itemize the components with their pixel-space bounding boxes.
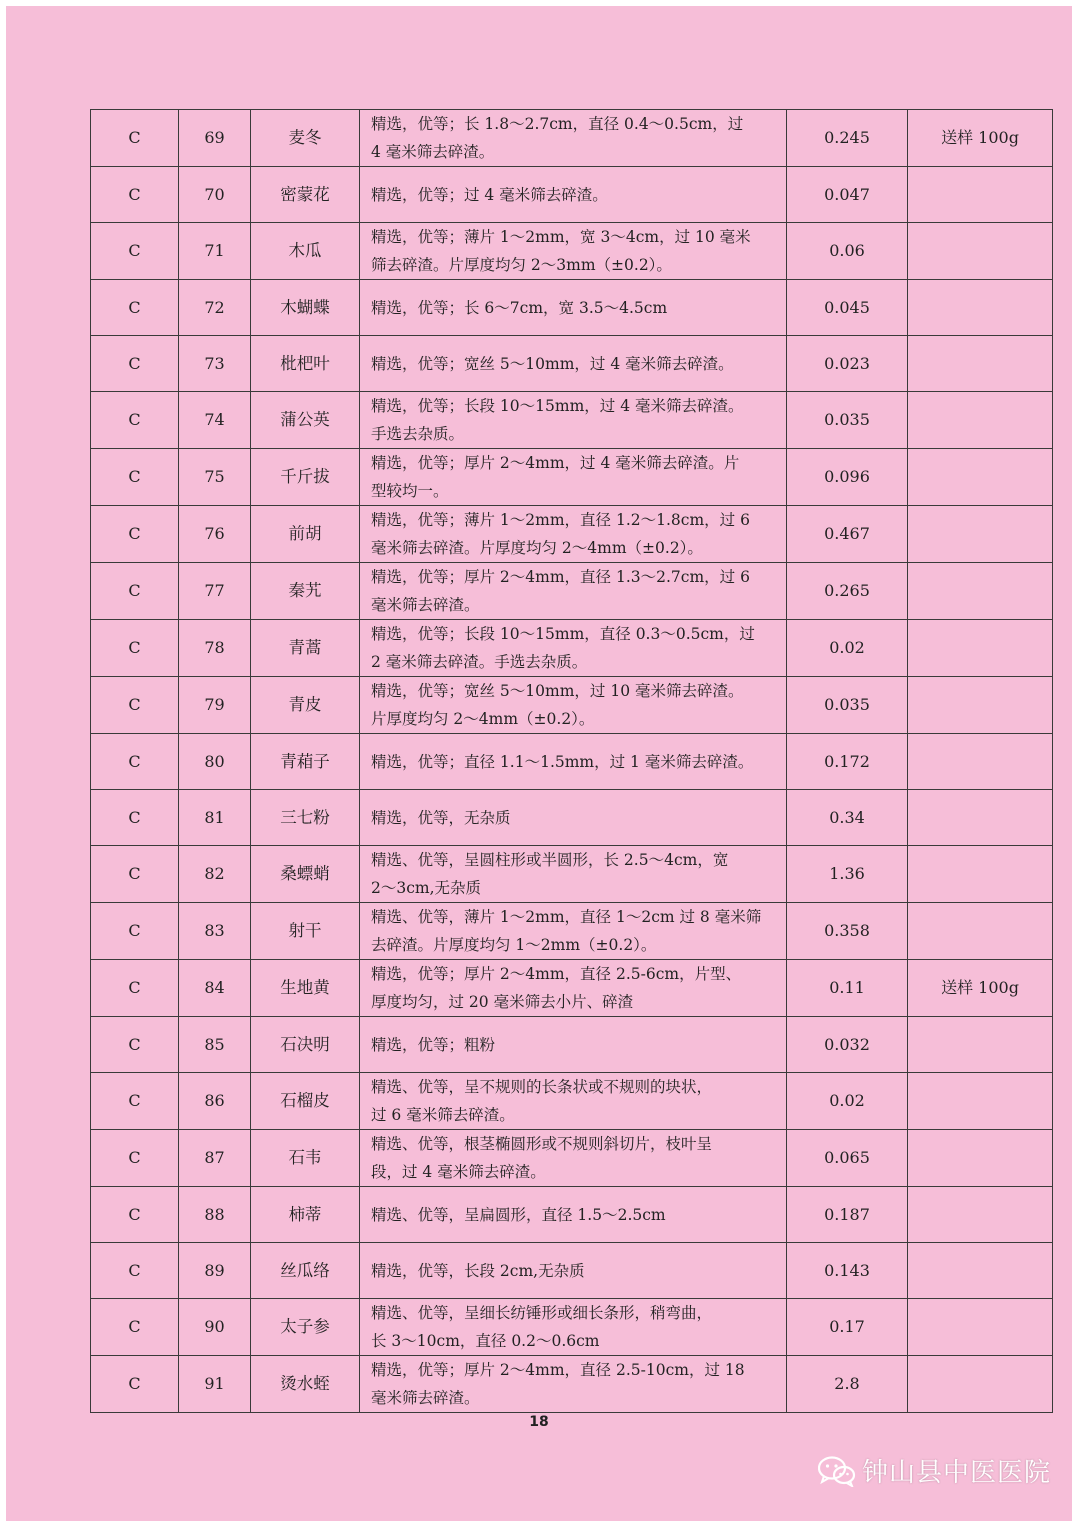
- herb-name-cell: 木蝴蝶: [251, 280, 360, 336]
- specification-line: 精选，优等；厚片 2～4mm，直径 1.3～2.7cm，过 6: [371, 568, 750, 586]
- category-cell: C: [91, 223, 179, 280]
- category-cell: C: [91, 734, 179, 790]
- specification-line: 长 3～10cm，直径 0.2～0.6cm: [371, 1332, 600, 1350]
- category-cell: C: [91, 620, 179, 677]
- specification-line: 精选，优等，长段 2cm,无杂质: [371, 1261, 585, 1280]
- table-row: [91, 1187, 1053, 1243]
- category-cell: C: [91, 1243, 179, 1299]
- specification-line: 2 毫米筛去碎渣。手选去杂质。: [371, 653, 588, 671]
- category-cell: C: [91, 392, 179, 449]
- category-cell: C: [91, 280, 179, 336]
- specification-line: 精选、优等，呈细长纺锤形或细长条形，稍弯曲，: [371, 1304, 713, 1322]
- price-cell: 0.172: [787, 734, 908, 790]
- specification-line: 毫米筛去碎渣。片厚度均匀 2～4mm（±0.2）。: [371, 539, 703, 557]
- page-number: 18: [529, 1414, 549, 1430]
- herb-name-cell: 木瓜: [251, 223, 360, 280]
- note-cell: 送样 100g: [908, 110, 1053, 167]
- price-cell: 0.047: [787, 167, 908, 223]
- note-cell: [908, 223, 1053, 280]
- specification-line: 4 毫米筛去碎渣。: [371, 143, 495, 161]
- price-cell: 0.467: [787, 506, 908, 563]
- note-cell: [908, 392, 1053, 449]
- price-cell: 0.035: [787, 677, 908, 734]
- serial-number-cell: 85: [179, 1017, 251, 1073]
- category-cell: C: [91, 336, 179, 392]
- serial-number-cell: 76: [179, 506, 251, 563]
- specification-cell: [360, 1356, 787, 1413]
- note-cell: [908, 336, 1053, 392]
- specification-line: 精选，优等；过 4 毫米筛去碎渣。: [371, 185, 608, 204]
- specification-line: 精选、优等，薄片 1～2mm，直径 1～2cm 过 8 毫米筛: [371, 908, 762, 926]
- category-cell: C: [91, 1187, 179, 1243]
- herb-name-cell: 丝瓜络: [251, 1243, 360, 1299]
- herb-name-cell: 柿蒂: [251, 1187, 360, 1243]
- price-cell: 0.34: [787, 790, 908, 846]
- table-row: [91, 336, 1053, 392]
- table-row: [91, 1299, 1053, 1356]
- category-cell: C: [91, 903, 179, 960]
- note-cell: [908, 790, 1053, 846]
- specification-cell: [360, 1187, 787, 1243]
- specification-line: 精选，优等；长 6～7cm，宽 3.5～4.5cm: [371, 298, 668, 317]
- specification-line: 精选，优等；宽丝 5～10mm，过 4 毫米筛去碎渣。: [371, 354, 734, 373]
- category-cell: C: [91, 960, 179, 1017]
- note-cell: [908, 734, 1053, 790]
- specification-line: 毫米筛去碎渣。: [371, 596, 480, 614]
- specification-line: 手选去杂质。: [371, 425, 465, 443]
- table-row: [91, 960, 1053, 1017]
- herb-name-cell: 青葙子: [251, 734, 360, 790]
- serial-number-cell: 72: [179, 280, 251, 336]
- table-row: [91, 1130, 1053, 1187]
- specification-cell: [360, 903, 787, 960]
- serial-number-cell: 75: [179, 449, 251, 506]
- note-cell: [908, 1073, 1053, 1130]
- table-row: [91, 1073, 1053, 1130]
- category-cell: C: [91, 1017, 179, 1073]
- table-row: [91, 790, 1053, 846]
- specification-line: 精选，优等；长段 10～15mm，直径 0.3～0.5cm，过: [371, 625, 755, 643]
- serial-number-cell: 74: [179, 392, 251, 449]
- specification-cell: [360, 223, 787, 280]
- herb-name-cell: 太子参: [251, 1299, 360, 1356]
- herb-name-cell: 石决明: [251, 1017, 360, 1073]
- table-row: [91, 846, 1053, 903]
- specification-cell: [360, 449, 787, 506]
- note-cell: [908, 506, 1053, 563]
- note-cell: [908, 677, 1053, 734]
- specification-line: 精选、优等，呈圆柱形或半圆形，长 2.5～4cm，宽: [371, 851, 729, 869]
- document-page: [6, 6, 1072, 1521]
- serial-number-cell: 77: [179, 563, 251, 620]
- specification-line: 去碎渣。片厚度均匀 1～2mm（±0.2）。: [371, 936, 657, 954]
- serial-number-cell: 89: [179, 1243, 251, 1299]
- note-cell: [908, 1187, 1053, 1243]
- category-cell: C: [91, 110, 179, 167]
- specification-line: 精选，优等；长段 10～15mm，过 4 毫米筛去碎渣。: [371, 397, 744, 415]
- herb-name-cell: 桑螵蛸: [251, 846, 360, 903]
- specification-cell: [360, 280, 787, 336]
- note-cell: [908, 620, 1053, 677]
- specification-line: 精选，优等；厚片 2～4mm，过 4 毫米筛去碎渣。片: [371, 454, 740, 472]
- herb-name-cell: 石榴皮: [251, 1073, 360, 1130]
- table-row: [91, 506, 1053, 563]
- note-cell: [908, 1243, 1053, 1299]
- herb-name-cell: 枇杷叶: [251, 336, 360, 392]
- herb-name-cell: 青蒿: [251, 620, 360, 677]
- herb-name-cell: 密蒙花: [251, 167, 360, 223]
- herb-name-cell: 蒲公英: [251, 392, 360, 449]
- specification-line: 毫米筛去碎渣。: [371, 1389, 480, 1407]
- table-row: [91, 677, 1053, 734]
- herb-name-cell: 烫水蛭: [251, 1356, 360, 1413]
- serial-number-cell: 80: [179, 734, 251, 790]
- serial-number-cell: 69: [179, 110, 251, 167]
- watermark-text: 钟山县中医医院: [862, 1458, 1052, 1488]
- category-cell: C: [91, 1073, 179, 1130]
- herb-name-cell: 秦艽: [251, 563, 360, 620]
- price-cell: 0.035: [787, 392, 908, 449]
- specification-cell: [360, 167, 787, 223]
- category-cell: C: [91, 167, 179, 223]
- price-cell: 2.8: [787, 1356, 908, 1413]
- note-cell: [908, 1130, 1053, 1187]
- specification-line: 厚度均匀，过 20 毫米筛去小片、碎渣: [371, 993, 634, 1011]
- note-cell: [908, 903, 1053, 960]
- specification-line: 筛去碎渣。片厚度均匀 2～3mm（±0.2）。: [371, 256, 672, 274]
- specification-line: 精选，优等；直径 1.1～1.5mm，过 1 毫米筛去碎渣。: [371, 752, 754, 771]
- specification-cell: [360, 734, 787, 790]
- price-cell: 0.265: [787, 563, 908, 620]
- specification-cell: [360, 846, 787, 903]
- specification-line: 精选，优等；长 1.8～2.7cm，直径 0.4～0.5cm，过: [371, 115, 744, 133]
- note-cell: [908, 1356, 1053, 1413]
- price-cell: 0.023: [787, 336, 908, 392]
- herb-name-cell: 射干: [251, 903, 360, 960]
- table-row: [91, 1017, 1053, 1073]
- category-cell: C: [91, 790, 179, 846]
- price-cell: 0.06: [787, 223, 908, 280]
- specification-line: 精选、优等，呈不规则的长条状或不规则的块状，: [371, 1078, 713, 1096]
- note-cell: [908, 563, 1053, 620]
- price-cell: 0.245: [787, 110, 908, 167]
- note-cell: [908, 449, 1053, 506]
- price-cell: 0.11: [787, 960, 908, 1017]
- specification-cell: [360, 620, 787, 677]
- specification-cell: [360, 790, 787, 846]
- serial-number-cell: 81: [179, 790, 251, 846]
- specification-line: 精选，优等，无杂质: [371, 808, 511, 827]
- table-row: [91, 392, 1053, 449]
- specification-cell: [360, 110, 787, 167]
- serial-number-cell: 91: [179, 1356, 251, 1413]
- table-row: [91, 1243, 1053, 1299]
- specification-line: 精选，优等；薄片 1～2mm，宽 3～4cm，过 10 毫米: [371, 228, 751, 246]
- herb-name-cell: 前胡: [251, 506, 360, 563]
- specification-line: 精选，优等；薄片 1～2mm，直径 1.2～1.8cm，过 6: [371, 511, 750, 529]
- watermark: [818, 1452, 1051, 1489]
- table-row: [91, 280, 1053, 336]
- specification-cell: [360, 1017, 787, 1073]
- category-cell: C: [91, 563, 179, 620]
- price-cell: 0.02: [787, 620, 908, 677]
- category-cell: C: [91, 1299, 179, 1356]
- specification-cell: [360, 336, 787, 392]
- specification-cell: [360, 392, 787, 449]
- wechat-icon: [818, 1455, 856, 1487]
- specification-line: 型较均一。: [371, 482, 449, 500]
- note-cell: [908, 1017, 1053, 1073]
- note-cell: 送样 100g: [908, 960, 1053, 1017]
- specification-cell: [360, 506, 787, 563]
- table-row: [91, 110, 1053, 167]
- note-cell: [908, 1299, 1053, 1356]
- price-cell: 0.187: [787, 1187, 908, 1243]
- category-cell: C: [91, 1130, 179, 1187]
- specification-line: 精选，优等；厚片 2～4mm，直径 2.5-6cm，片型、: [371, 965, 742, 983]
- serial-number-cell: 71: [179, 223, 251, 280]
- herb-name-cell: 麦冬: [251, 110, 360, 167]
- specification-cell: [360, 1130, 787, 1187]
- category-cell: C: [91, 677, 179, 734]
- specification-line: 片厚度均匀 2～4mm（±0.2）。: [371, 710, 595, 728]
- herb-name-cell: 石韦: [251, 1130, 360, 1187]
- specification-line: 过 6 毫米筛去碎渣。: [371, 1106, 515, 1124]
- serial-number-cell: 87: [179, 1130, 251, 1187]
- herb-spec-table: [90, 109, 1053, 1413]
- herb-name-cell: 生地黄: [251, 960, 360, 1017]
- serial-number-cell: 73: [179, 336, 251, 392]
- table-row: [91, 903, 1053, 960]
- price-cell: 0.143: [787, 1243, 908, 1299]
- serial-number-cell: 84: [179, 960, 251, 1017]
- note-cell: [908, 167, 1053, 223]
- herb-name-cell: 三七粉: [251, 790, 360, 846]
- note-cell: [908, 280, 1053, 336]
- category-cell: C: [91, 449, 179, 506]
- specification-line: 精选、优等，呈扁圆形，直径 1.5～2.5cm: [371, 1205, 666, 1224]
- price-cell: 0.02: [787, 1073, 908, 1130]
- note-cell: [908, 846, 1053, 903]
- price-cell: 0.065: [787, 1130, 908, 1187]
- specification-line: 精选、优等，根茎椭圆形或不规则斜切片，枝叶呈: [371, 1135, 713, 1153]
- specification-cell: [360, 1073, 787, 1130]
- serial-number-cell: 90: [179, 1299, 251, 1356]
- table-row: [91, 167, 1053, 223]
- specification-cell: [360, 563, 787, 620]
- serial-number-cell: 70: [179, 167, 251, 223]
- specification-cell: [360, 677, 787, 734]
- table-row: [91, 1356, 1053, 1413]
- specification-line: 精选，优等；宽丝 5～10mm，过 10 毫米筛去碎渣。: [371, 682, 744, 700]
- price-cell: 0.032: [787, 1017, 908, 1073]
- price-cell: 0.045: [787, 280, 908, 336]
- specification-line: 精选，优等；厚片 2～4mm，直径 2.5-10cm，过 18: [371, 1361, 745, 1379]
- serial-number-cell: 86: [179, 1073, 251, 1130]
- specification-line: 段，过 4 毫米筛去碎渣。: [371, 1163, 546, 1181]
- herb-name-cell: 青皮: [251, 677, 360, 734]
- specification-line: 2～3cm,无杂质: [371, 879, 482, 897]
- category-cell: C: [91, 846, 179, 903]
- herb-name-cell: 千斤拔: [251, 449, 360, 506]
- specification-cell: [360, 1299, 787, 1356]
- serial-number-cell: 88: [179, 1187, 251, 1243]
- serial-number-cell: 83: [179, 903, 251, 960]
- table-row: [91, 223, 1053, 280]
- price-cell: 0.096: [787, 449, 908, 506]
- table-row: [91, 449, 1053, 506]
- price-cell: 0.17: [787, 1299, 908, 1356]
- specification-cell: [360, 960, 787, 1017]
- table-body: [91, 110, 1053, 1413]
- price-cell: 1.36: [787, 846, 908, 903]
- price-cell: 0.358: [787, 903, 908, 960]
- category-cell: C: [91, 506, 179, 563]
- table-row: [91, 620, 1053, 677]
- specification-line: 精选，优等；粗粉: [371, 1035, 496, 1054]
- serial-number-cell: 82: [179, 846, 251, 903]
- specification-cell: [360, 1243, 787, 1299]
- serial-number-cell: 79: [179, 677, 251, 734]
- serial-number-cell: 78: [179, 620, 251, 677]
- table-row: [91, 563, 1053, 620]
- table-row: [91, 734, 1053, 790]
- category-cell: C: [91, 1356, 179, 1413]
